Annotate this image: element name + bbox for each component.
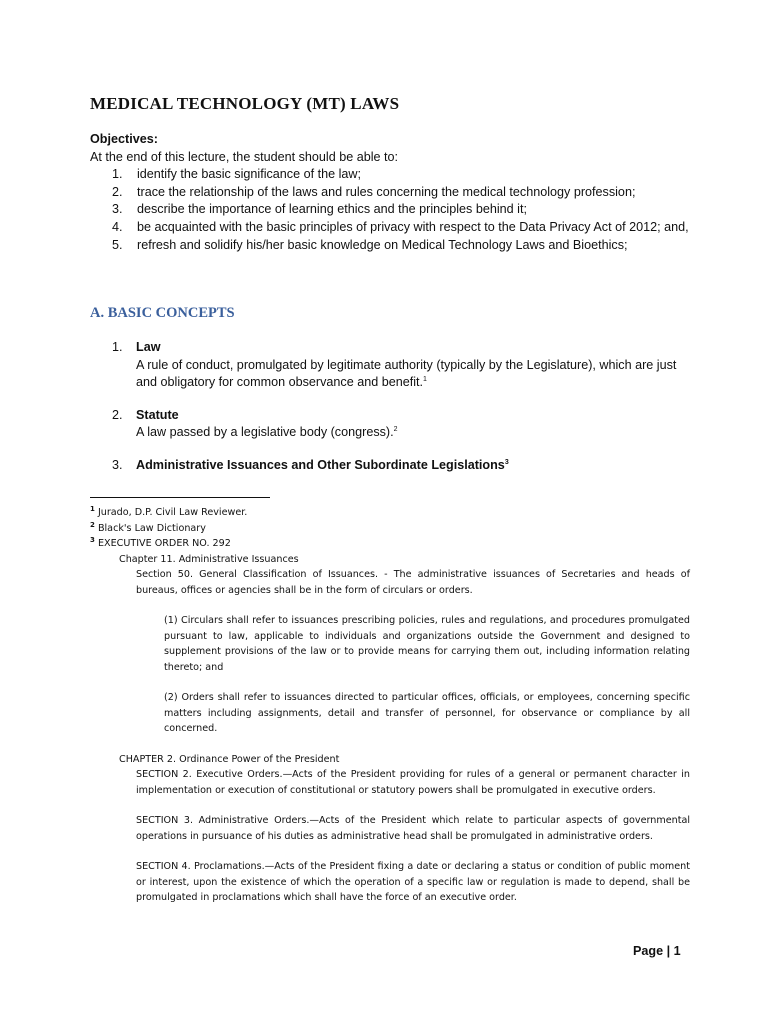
footnote-ref[interactable]: 3 (504, 458, 509, 466)
concept-term: Law (136, 340, 161, 354)
objective-item (90, 184, 710, 202)
concept-number: 3. (112, 457, 123, 472)
concept-statute (90, 407, 690, 442)
concept-number: 2. (112, 407, 123, 422)
concept-term: Statute (136, 407, 179, 422)
objective-number: 3. (112, 202, 123, 217)
footnote-ref[interactable]: 2 (393, 426, 398, 434)
concept-number: 1. (112, 340, 123, 354)
objectives-list (90, 166, 710, 254)
footnote-text: EXECUTIVE ORDER NO. 292 (97, 538, 231, 549)
footnote-mark: 3 (90, 535, 95, 544)
objective-number: 5. (112, 237, 123, 252)
orders-text: (2) Orders shall refer to issuances directed to particular offices, officials, or employees, concerning specific matters including assignments, detail and transfer of personnel, for observance or compliance by all concerned. (164, 692, 690, 734)
concept-term-text: Administrative Issuances and Other Subordinate Legislations (136, 457, 505, 472)
footnote-mark: 1 (90, 504, 95, 513)
objective-item (90, 166, 710, 184)
objective-text: be acquainted with the basic principles of privacy with respect to the Data Privacy Act of 2012; and, (137, 219, 689, 234)
circulars-text: (1) Circulars shall refer to issuances prescribing policies, rules and regulations, and procedures promulgated pursuant to law, applicable to individuals and organizations outside the Government and designed to supplement provisions of the law or to provide means for carrying them out, including information relating thereto; and (164, 615, 690, 673)
objective-text: trace the relationship of the laws and rules concerning the medical technology profession; (137, 184, 636, 199)
objective-item (90, 219, 710, 237)
objectives-block (90, 131, 710, 254)
section-heading-basic-concepts: A. BASIC CONCEPTS (90, 305, 235, 321)
concept-term (136, 457, 690, 475)
chapter-2-heading: CHAPTER 2. Ordinance Power of the President (119, 753, 340, 765)
footnote-text: Black's Law Dictionary (97, 522, 206, 534)
objective-item (90, 237, 710, 255)
objective-number: 2. (112, 184, 123, 199)
document-title: MEDICAL TECHNOLOGY (MT) LAWS (90, 94, 400, 113)
section-4-text: SECTION 4. Proclamations.—Acts of the President fixing a date or declaring a status or condition of public moment or interest, upon the existence of which the operation of a specific law or regulation is made to depend, shall be promulgated in proclamations which shall have the force of an executive order. (136, 861, 690, 903)
objective-text: identify the basic significance of the law; (137, 167, 362, 182)
section-3-text: SECTION 3. Administrative Orders.—Acts of the President which relate to particular aspects of governmental operations in pursuance of his duties as administrative head shall be promulgated in administrative orders. (136, 815, 690, 842)
objective-number: 1. (112, 167, 123, 182)
footnotes-block (90, 505, 690, 906)
footnote-2 (90, 521, 690, 537)
objectives-heading: Objectives: (90, 132, 158, 146)
objectives-intro: At the end of this lecture, the student should be able to: (90, 149, 399, 164)
chapter-11-heading: Chapter 11. Administrative Issuances (119, 553, 299, 565)
footnote-separator (90, 497, 270, 498)
footnote-mark: 2 (90, 520, 95, 529)
concept-administrative-issuances (90, 457, 690, 475)
concept-definition-text: A law passed by a legislative body (congress). (136, 425, 394, 440)
objective-item (90, 201, 710, 219)
footnote-3 (90, 536, 690, 552)
concept-definition-text: A rule of conduct, promulgated by legitimate authority (typically by the Legislature), which are just and obligatory for common observance and benefit. (136, 357, 677, 390)
page-number: Page | 1 (633, 944, 681, 958)
concept-definition (136, 424, 690, 442)
section-2-text: SECTION 2. Executive Orders.—Acts of the President providing for rules of a general or permanent character in implementation or execution of constitutional or statutory powers shall be promulgated in executive orders. (136, 769, 690, 796)
concepts-list (90, 339, 690, 490)
footnote-text: Jurado, D.P. Civil Law Reviewer. (97, 507, 248, 518)
section-50-text: Section 50. General Classification of Issuances. - The administrative issuances of Secretaries and heads of bureaus, offices or agencies shall be in the form of circulars or orders. (136, 569, 690, 596)
objective-text: refresh and solidify his/her basic knowledge on Medical Technology Laws and Bioethics; (137, 237, 628, 252)
footnote-ref[interactable]: 1 (423, 376, 427, 383)
objective-text: describe the importance of learning ethics and the principles behind it; (137, 202, 527, 217)
concept-law (90, 339, 690, 392)
footnote-1 (90, 505, 690, 521)
objective-number: 4. (112, 219, 123, 234)
concept-definition (136, 357, 690, 392)
